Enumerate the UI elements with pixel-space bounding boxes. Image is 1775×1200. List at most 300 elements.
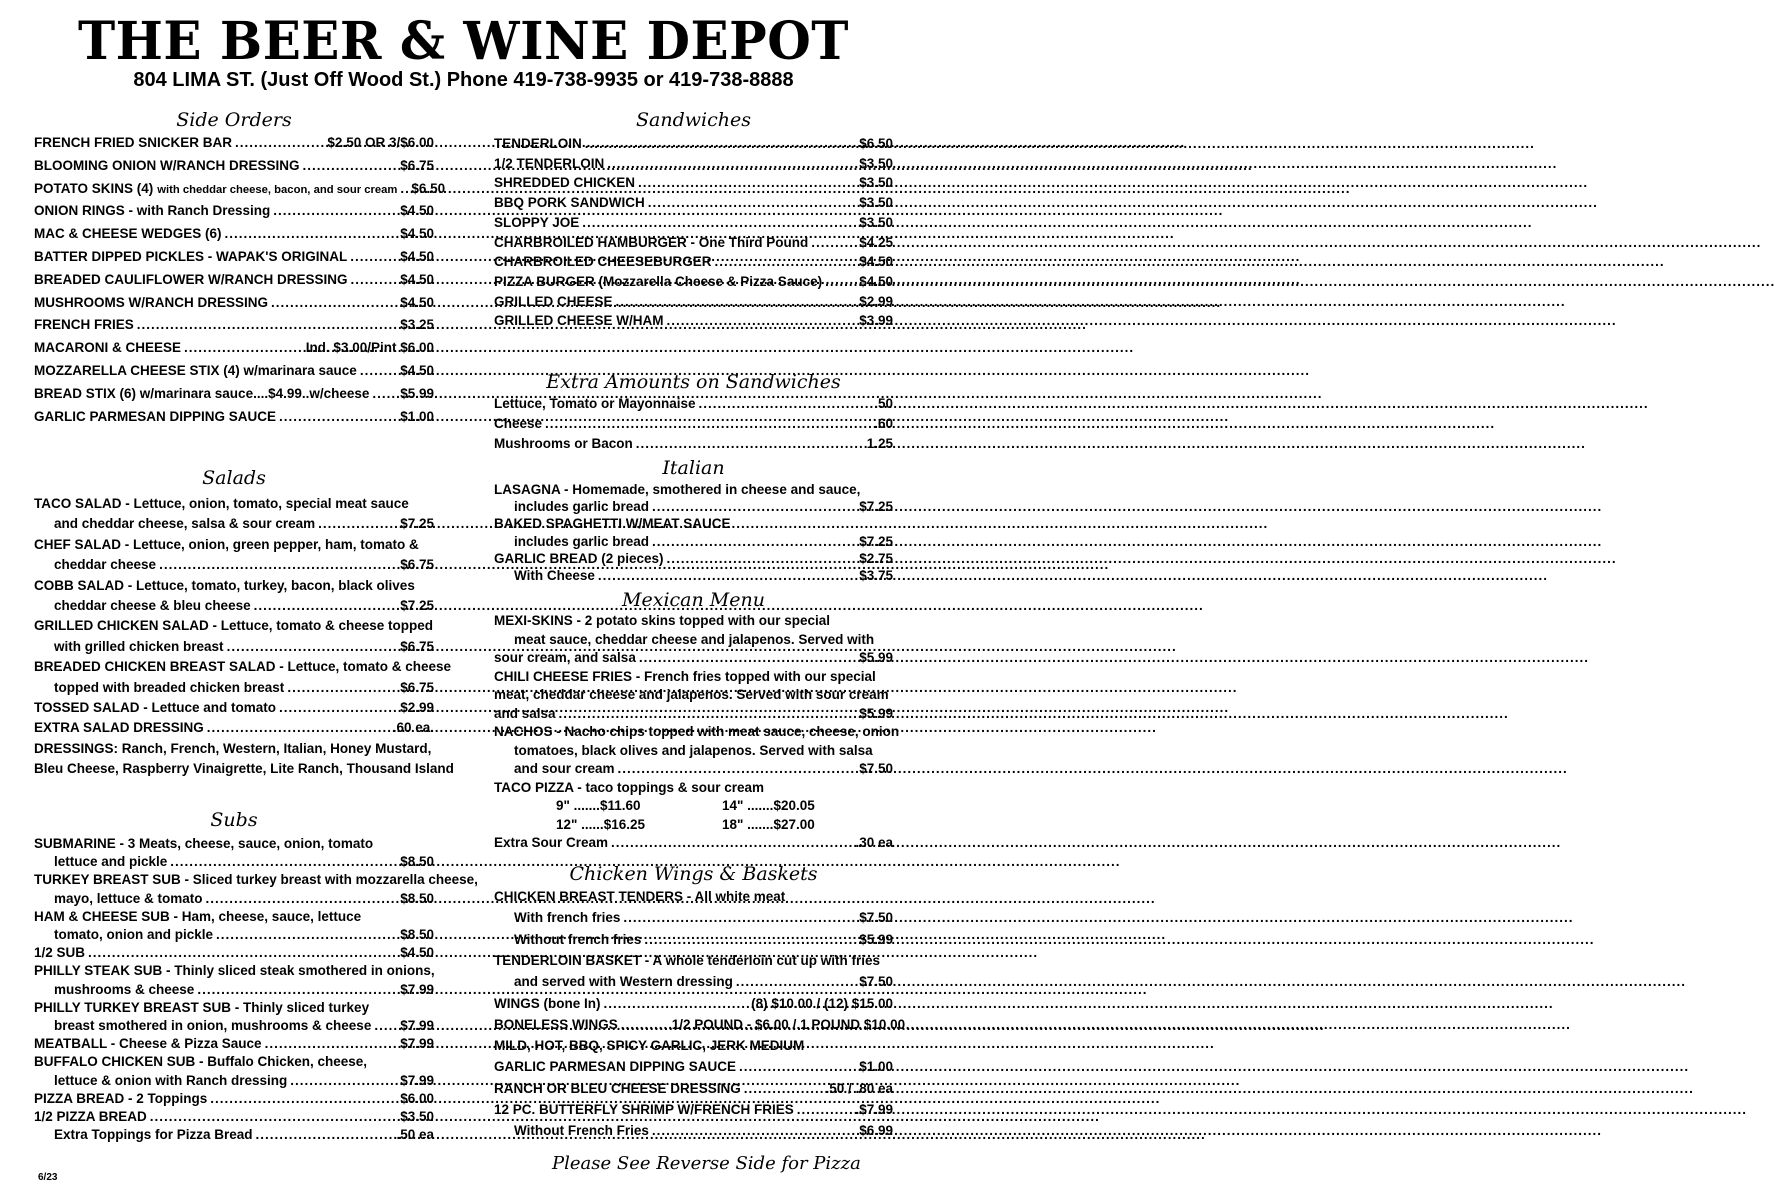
menu-item-label: lettuce & onion with Ranch dressing: [54, 1072, 288, 1088]
menu-row: [34, 637, 434, 657]
menu-row: [34, 224, 434, 244]
menu-item-price: $3.75: [859, 568, 893, 583]
menu-item-label: CHILI CHEESE FRIES - French fries topped with our special: [494, 668, 876, 684]
menu-row: [34, 315, 434, 335]
menu-item-label: HAM & CHEESE SUB - Ham, cheese, sauce, lettuce: [34, 908, 362, 924]
menu-item-label: and sour cream: [514, 761, 615, 776]
menu-row: [494, 272, 893, 292]
leader-dots: [648, 193, 856, 213]
right-column: [494, 0, 906, 1200]
leader-dots: [616, 292, 857, 312]
address-phone: 804 LIMA ST. (Just Off Wood St.) Phone 419-738-9935 or 419-738-8888: [133, 69, 794, 91]
menu-row: [34, 179, 446, 199]
menu-item-label: GRILLED CHEESE: [494, 293, 613, 309]
menu-item-price: $3.50: [859, 155, 893, 171]
menu-row: [34, 407, 434, 427]
menu-item-price: $7.25: [859, 499, 893, 515]
menu-item-price: $8.50: [400, 927, 434, 942]
restaurant-title: THE BEER & WINE DEPOT: [77, 9, 850, 72]
menu-row: [494, 951, 893, 971]
menu-item-price: $7.50: [859, 910, 893, 926]
menu-row: [494, 648, 893, 668]
menu-row: [34, 1071, 434, 1091]
menu-row: [34, 293, 434, 313]
leader-dots: [227, 637, 398, 657]
menu-item-price: $5.99: [400, 385, 434, 401]
leader-dots: [351, 270, 398, 290]
menu-item-label: Mushrooms or Bacon: [494, 436, 633, 451]
menu-row: [494, 434, 893, 454]
menu-row: [34, 759, 454, 779]
leader-dots: [159, 555, 397, 575]
menu-item-price: $5.99: [859, 650, 893, 665]
menu-item-price: $3.99: [859, 313, 893, 329]
heading-extras: Extra Amounts on Sandwiches: [546, 371, 841, 393]
leader-dots: [207, 718, 390, 738]
menu-item-label: BATTER DIPPED PICKLES - WAPAK'S ORIGINAL: [34, 249, 348, 264]
menu-item-price: $4.50: [400, 945, 434, 961]
menu-row: [494, 741, 893, 761]
menu-item-price: $6.75: [400, 679, 434, 695]
menu-item-price: $5.99: [859, 705, 893, 721]
heading-salads: Salads: [202, 467, 266, 489]
menu-item-price: 1/2 POUND - $6.00 / 1 POUND $10.00: [671, 1016, 906, 1032]
menu-item-label: TURKEY BREAST SUB - Sliced turkey breast with mozzarella cheese,: [34, 872, 478, 888]
leader-dots: [170, 852, 397, 872]
menu-item-label: 1/2 PIZZA BREAD: [34, 1109, 147, 1124]
menu-item-label: COBB SALAD - Lettuce, tomato, turkey, bacon, black olives: [34, 577, 415, 593]
menu-item-label: BREADED CAULIFLOWER W/RANCH DRESSING: [34, 271, 348, 287]
menu-item-label: RANCH OR BLEU CHEESE DRESSING: [494, 1080, 741, 1096]
menu-row: [34, 870, 478, 890]
menu-item-label: FRENCH FRIED SNICKER BAR: [34, 135, 233, 150]
menu-item-price: $7.25: [400, 516, 434, 532]
menu-item-price: $6.50: [859, 136, 893, 151]
menu-item-label: PHILLY STEAK SUB - Thinly sliced steak smothered in onions,: [34, 963, 435, 979]
menu-row: [494, 722, 900, 742]
menu-item-price: $7.50: [859, 761, 893, 776]
leader-dots: [545, 414, 871, 434]
leader-dots: [607, 154, 856, 174]
menu-item-price: $1.00: [400, 408, 434, 424]
menu-row: [34, 678, 434, 698]
heading-italian: Italian: [662, 457, 725, 479]
leader-dots: [825, 272, 856, 292]
menu-row: [34, 925, 434, 945]
menu-item-price: $8.50: [400, 854, 434, 870]
menu-item-price: .60 ea.: [392, 720, 434, 736]
menu-item-label: TACO SALAD - Lettuce, onion, tomato, special meat sauce: [34, 496, 409, 511]
menu-item-label: With Cheese: [514, 568, 595, 583]
menu-row: [34, 852, 434, 872]
menu-item-label: includes garlic bread: [514, 533, 650, 549]
menu-item-label: Without French Fries: [514, 1123, 649, 1139]
menu-row: [34, 834, 434, 854]
menu-item-label: lettuce and pickle: [54, 854, 168, 870]
menu-row: [34, 514, 434, 534]
leader-dots: [400, 179, 408, 199]
menu-item-label: TOSSED SALAD - Lettuce and tomato: [34, 700, 277, 715]
menu-item-price: $8.50: [400, 890, 434, 906]
pizza-size-12: 12" ......$16.25: [556, 817, 645, 832]
menu-row: [34, 980, 434, 1000]
leader-dots: [811, 233, 856, 253]
menu-row: [494, 778, 893, 798]
menu-item-label: EXTRA SALAD DRESSING: [34, 720, 204, 736]
menu-item-label: TACO PIZZA - taco toppings & sour cream: [494, 779, 765, 795]
menu-row: [34, 247, 434, 267]
leader-dots: [638, 173, 856, 193]
leader-dots: [639, 648, 856, 668]
leader-dots: [206, 889, 398, 909]
menu-row: [34, 718, 434, 738]
menu-item-label: LASAGNA - Homemade, smothered in cheese and sauce,: [494, 482, 861, 497]
menu-row: [494, 667, 893, 687]
menu-item-label: BLOOMING ONION W/RANCH DRESSING: [34, 157, 300, 173]
menu-row: [34, 1052, 434, 1072]
menu-row: [494, 154, 893, 174]
leader-dots: [652, 1121, 856, 1141]
menu-row: [494, 1079, 893, 1099]
leader-dots: [621, 1015, 669, 1035]
menu-row: [494, 193, 893, 213]
menu-item-label: CHICKEN BREAST TENDERS - All white meat: [494, 889, 786, 904]
leader-dots: [636, 434, 864, 454]
menu-row: [494, 252, 893, 272]
menu-item-label: POTATO SKINS (4): [34, 180, 154, 196]
menu-item-label: With french fries: [514, 910, 621, 926]
menu-item-price: $4.50: [400, 226, 434, 242]
menu-item-price: $2.99: [859, 293, 893, 309]
menu-row: [494, 311, 893, 331]
menu-row: [34, 1016, 434, 1036]
menu-item-label: Lettuce, Tomato or Mayonnaise: [494, 396, 696, 411]
menu-row: [34, 998, 434, 1018]
menu-item-label: GARLIC PARMESAN DIPPING SAUCE: [34, 408, 277, 424]
taco-pizza-sizes: [494, 796, 893, 836]
menu-item-label: meat sauce, cheddar cheese and jalapenos. Served with: [514, 631, 875, 647]
menu-item-label: BBQ PORK SANDWICH: [494, 195, 645, 211]
menu-row: [34, 535, 434, 555]
leader-dots: [287, 678, 397, 698]
menu-item-label: GARLIC BREAD (2 pieces): [494, 550, 664, 566]
menu-item-price: $6.75: [400, 638, 434, 654]
menu-item-label: breast smothered in onion, mushrooms & cheese: [54, 1018, 372, 1033]
menu-item-price: $6.75: [400, 157, 434, 173]
leader-dots: [235, 133, 324, 153]
menu-row: [34, 616, 434, 636]
menu-row: [34, 943, 434, 963]
leader-dots: [699, 394, 872, 414]
leader-dots: [585, 134, 856, 154]
menu-item-label: SHREDDED CHICKEN: [494, 175, 636, 191]
menu-item-label: TENDERLOIN: [494, 136, 582, 151]
menu-row: [494, 685, 893, 705]
menu-item-price: .$7.99: [855, 1102, 893, 1117]
menu-item-price: $7.99: [400, 981, 434, 997]
menu-row: [34, 156, 434, 176]
menu-item-label: meat, cheddar cheese and jalapenos. Served with sour cream: [494, 687, 889, 702]
menu-item-price: $3.50: [400, 1109, 434, 1124]
leader-dots: [150, 1107, 397, 1127]
menu-item-price: $2.99: [400, 700, 434, 715]
menu-item-label: MUSHROOMS W/RANCH DRESSING: [34, 294, 269, 310]
menu-row: [494, 233, 893, 253]
menu-row: [494, 908, 893, 928]
menu-item-label: tomato, onion and pickle: [54, 927, 214, 942]
menu-item-label: Bleu Cheese, Raspberry Vinaigrette, Lite Ranch, Thousand Island: [34, 761, 454, 777]
menu-row: [34, 961, 434, 981]
menu-item-price: $6.75: [400, 557, 434, 573]
menu-item-label: and cheddar cheese, salsa & sour cream: [54, 516, 316, 532]
menu-item-label: DRESSINGS: Ranch, French, Western, Italian, Honey Mustard,: [34, 740, 432, 756]
leader-dots: [372, 384, 397, 404]
menu-item-price: $2.75: [859, 550, 893, 566]
menu-row: [494, 1100, 893, 1120]
menu-row: [494, 1036, 893, 1056]
menu-item-price: $7.50: [859, 974, 893, 990]
menu-item-label: MILD, HOT, BBQ, SPICY GARLIC, JERK MEDIUM: [494, 1038, 805, 1054]
menu-item-price: $4.50: [400, 294, 434, 310]
menu-item-label: Cheese: [494, 416, 543, 431]
menu-item-price: $3.50: [859, 214, 893, 230]
menu-item-label: PIZZA BURGER (Mozzarella Cheese & Pizza Sauce): [494, 273, 823, 289]
reverse-side-note: Please See Reverse Side for Pizza: [552, 1153, 861, 1174]
menu-item-price: $4.50: [859, 254, 893, 270]
leader-dots: [644, 930, 856, 950]
leader-dots: [210, 1089, 397, 1109]
menu-row: [494, 704, 893, 724]
menu-item-label: Without french fries: [514, 931, 642, 947]
menu-row: [494, 213, 893, 233]
menu-row: [34, 576, 434, 596]
leader-dots: [667, 311, 857, 331]
leader-dots: [797, 1100, 853, 1120]
menu-row: [34, 494, 434, 514]
menu-item-label: GRILLED CHICKEN SALAD - Lettuce, tomato & cheese topped: [34, 618, 434, 634]
menu-item-price: $4.50: [859, 273, 893, 289]
menu-item-label: MACARONI & CHEESE: [34, 340, 182, 356]
menu-item-note: with cheddar cheese, bacon, and sour cream: [157, 183, 398, 196]
leader-dots: [137, 315, 397, 335]
menu-row: [34, 133, 434, 153]
leader-dots: [216, 925, 397, 945]
menu-item-label: and served with Western dressing: [514, 974, 733, 990]
heading-sandwiches: Sandwiches: [636, 109, 751, 131]
menu-item-price: 1.25: [866, 436, 893, 451]
menu-item-label: CHARBROILED HAMBURGER - One Third Pound: [494, 234, 809, 250]
menu-row: [34, 698, 434, 718]
menu-item-price: $3.50: [859, 195, 893, 211]
menu-row: [34, 596, 434, 616]
menu-row: [494, 1057, 893, 1077]
leader-dots: [736, 972, 856, 992]
menu-row: [34, 338, 434, 358]
menu-row: [494, 630, 893, 650]
leader-dots: [318, 514, 397, 534]
menu-item-label: BREAD STIX (6) w/marinara sauce....$4.99..w/cheese: [34, 385, 370, 401]
menu-item-label: 1/2 SUB: [34, 945, 86, 961]
leader-dots: [184, 338, 303, 358]
menu-row: [494, 759, 893, 779]
menu-item-label: sour cream, and salsa: [494, 650, 636, 665]
menu-item-label: Extra Toppings for Pizza Bread: [54, 1127, 253, 1143]
menu-item-price: $5.99: [859, 931, 893, 947]
menu-item-label: PHILLY TURKEY BREAST SUB - Thinly sliced turkey: [34, 999, 370, 1015]
menu-item-price: $7.99: [400, 1036, 434, 1052]
menu-item-price: $6.00: [400, 1090, 434, 1106]
menu-row: [494, 887, 893, 907]
menu-row: [494, 1121, 893, 1141]
menu-item-label: MOZZARELLA CHEESE STIX (4) w/marinara sauce: [34, 363, 357, 378]
menu-item-price: $6.99: [859, 1123, 893, 1139]
pizza-size-9: 9" .......$11.60: [556, 798, 641, 813]
leader-dots: [739, 1057, 856, 1077]
leader-dots: [559, 704, 857, 724]
menu-item-label: NACHOS - Nacho chips topped with meat sauce, cheese, onion: [494, 724, 900, 739]
menu-item-label: GARLIC PARMESAN DIPPING SAUCE: [494, 1059, 737, 1075]
menu-item-label: and salsa: [494, 705, 556, 721]
menu-item-label: ONION RINGS - with Ranch Dressing: [34, 203, 271, 219]
menu-item-price: $4.50: [400, 363, 434, 378]
leader-dots: [374, 1016, 397, 1036]
menu-item-label: TENDERLOIN BASKET - A whole tenderloin cut up with fries: [494, 952, 881, 968]
menu-item-price: $7.99: [400, 1018, 434, 1033]
menu-row: [34, 1034, 434, 1054]
heading-subs: Subs: [210, 809, 258, 831]
menu-item-price: .50: [874, 396, 893, 411]
menu-row: [34, 555, 434, 575]
menu-item-price: $3.25: [400, 317, 434, 333]
menu-item-label: MAC & CHEESE WEDGES (6): [34, 226, 222, 242]
heading-side-orders: Side Orders: [176, 109, 292, 131]
menu-item-price: $7.25: [859, 533, 893, 549]
menu-row: [494, 414, 893, 434]
menu-item-label: SLOPPY JOE: [494, 214, 580, 230]
menu-row: [34, 201, 434, 221]
menu-item-price: $4.50: [400, 271, 434, 287]
heading-wings: Chicken Wings & Baskets: [569, 863, 818, 885]
menu-row: [494, 994, 893, 1014]
menu-item-price: $1.00: [859, 1059, 893, 1075]
menu-item-price: $4.50: [400, 203, 434, 219]
leader-dots: [290, 1071, 397, 1091]
menu-item-price: $2.50 OR 3/$6.00: [327, 135, 434, 150]
menu-item-price: .50 ea: [396, 1127, 434, 1143]
menu-item-price: (8) $10.00 / (12) $15.00: [751, 995, 893, 1011]
menu-item-price: $7.25: [400, 598, 434, 613]
menu-item-price: $4.25: [859, 234, 893, 250]
leader-dots: [197, 980, 397, 1000]
menu-row: [34, 657, 452, 677]
menu-item-label: BREADED CHICKEN BREAST SALAD - Lettuce, tomato & cheese: [34, 659, 452, 675]
leader-dots: [265, 1034, 398, 1054]
leader-dots: [88, 943, 397, 963]
menu-item-price: .60: [874, 416, 893, 431]
menu-row: [494, 611, 893, 631]
menu-item-label: MEXI-SKINS - 2 potato skins topped with our special: [494, 613, 831, 628]
menu-item-label: FRENCH FRIES: [34, 317, 134, 333]
pizza-size-18: 18" .......$27.00: [722, 817, 815, 832]
menu-item-label: 1/2 TENDERLOIN: [494, 155, 605, 171]
leader-dots: [271, 293, 397, 313]
menu-row: [34, 889, 434, 909]
menu-item-label: GRILLED CHEESE W/HAM: [494, 313, 664, 329]
menu-item-label: BONELESS WINGS: [494, 1016, 618, 1032]
leader-dots: [273, 201, 397, 221]
leader-dots: [279, 407, 397, 427]
menu-row: [34, 384, 434, 404]
menu-item-label: topped with breaded chicken breast: [54, 679, 285, 695]
menu-item-price: $6.50: [411, 180, 446, 196]
menu-row: [494, 566, 893, 586]
menu-row: [34, 270, 434, 290]
leader-dots: [603, 994, 748, 1014]
menu-item-label: BAKED SPAGHETTI W/MEAT SAUCE: [494, 516, 731, 532]
leader-dots: [279, 698, 397, 718]
menu-item-price: .50 / .80 ea: [825, 1080, 893, 1096]
menu-row: [34, 1089, 434, 1109]
menu-row: [494, 134, 893, 154]
leader-dots: [303, 156, 398, 176]
menu-item-label: 12 PC. BUTTERFLY SHRIMP W/FRENCH FRIES: [494, 1102, 794, 1117]
leader-dots: [598, 566, 856, 586]
menu-row: [494, 930, 893, 950]
leader-dots: [623, 908, 856, 928]
leader-dots: [254, 596, 398, 616]
leader-dots: [360, 361, 397, 381]
menu-item-label: CHEF SALAD - Lettuce, onion, green pepper, ham, tomato &: [34, 536, 419, 552]
leader-dots: [715, 252, 857, 272]
menu-row: [34, 907, 434, 927]
menu-item-label: tomatoes, black olives and jalapenos. Served with salsa: [514, 742, 873, 758]
menu-item-label: MEATBALL - Cheese & Pizza Sauce: [34, 1036, 262, 1052]
menu-item-label: includes garlic bread: [514, 499, 650, 515]
menu-item-price: $3.50: [859, 175, 893, 191]
heading-mexican: Mexican Menu: [622, 589, 765, 611]
leader-dots: [225, 224, 398, 244]
menu-row: [494, 972, 893, 992]
menu-item-label: CHARBROILED CHEESEBURGER: [494, 254, 712, 270]
menu-item-price: Ind. $3.00/Pint $6.00: [305, 340, 434, 356]
footer-code: 6/23: [38, 1172, 58, 1183]
menu-item-label: mushrooms & cheese: [54, 981, 195, 997]
menu-item-price: $4.50: [400, 249, 434, 264]
menu-row: [494, 1015, 906, 1035]
menu-row: [34, 739, 434, 759]
menu-item-label: with grilled chicken breast: [54, 638, 224, 654]
menu-item-label: PIZZA BREAD - 2 Toppings: [34, 1090, 208, 1106]
menu-item-label: SUBMARINE - 3 Meats, cheese, sauce, onion, tomato: [34, 836, 374, 851]
menu-item-label: cheddar cheese & bleu cheese: [54, 598, 251, 613]
menu-item-price: $7.99: [400, 1072, 434, 1088]
menu-item-label: BUFFALO CHICKEN SUB - Buffalo Chicken, cheese,: [34, 1054, 368, 1070]
menu-row: [34, 1125, 434, 1145]
menu-item-label: cheddar cheese: [54, 557, 157, 573]
leader-dots: [582, 213, 856, 233]
menu-row: [34, 1107, 434, 1127]
extra-sour-cream-row: Extra Sour Cream ..... .30 ea: [494, 833, 893, 853]
leader-dots: [256, 1125, 394, 1145]
leader-dots: [618, 759, 857, 779]
leader-dots: [744, 1079, 823, 1099]
menu-row: [494, 292, 893, 312]
menu-item-label: WINGS (bone In): [494, 995, 601, 1011]
menu-item-label: mayo, lettuce & tomato: [54, 890, 203, 906]
menu-row: [494, 394, 893, 414]
menu-row: [34, 361, 434, 381]
menu-row: [494, 173, 893, 193]
